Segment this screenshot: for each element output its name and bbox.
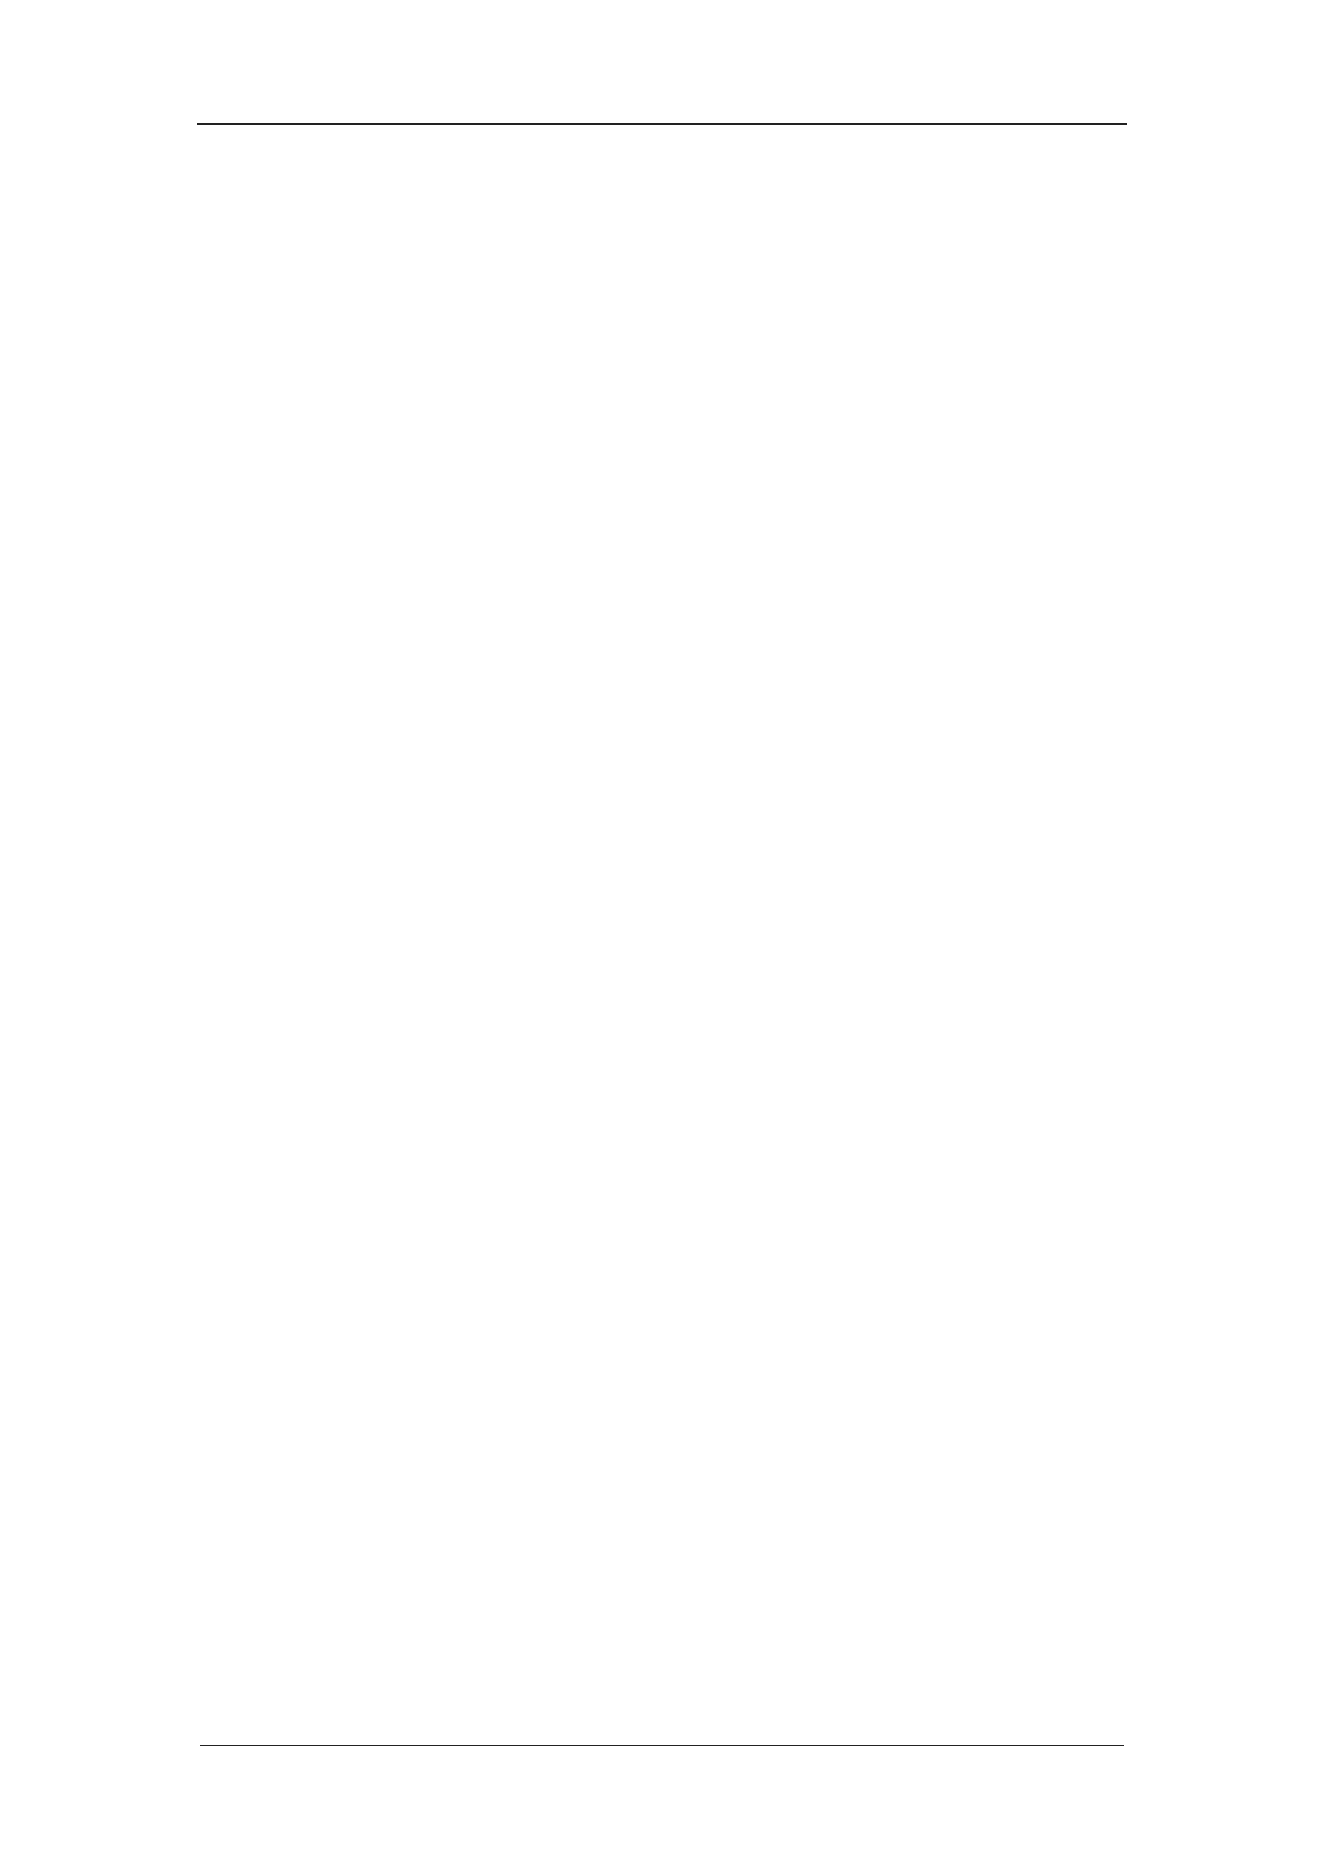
header-divider (197, 123, 1127, 125)
footer-divider (200, 1745, 1124, 1746)
